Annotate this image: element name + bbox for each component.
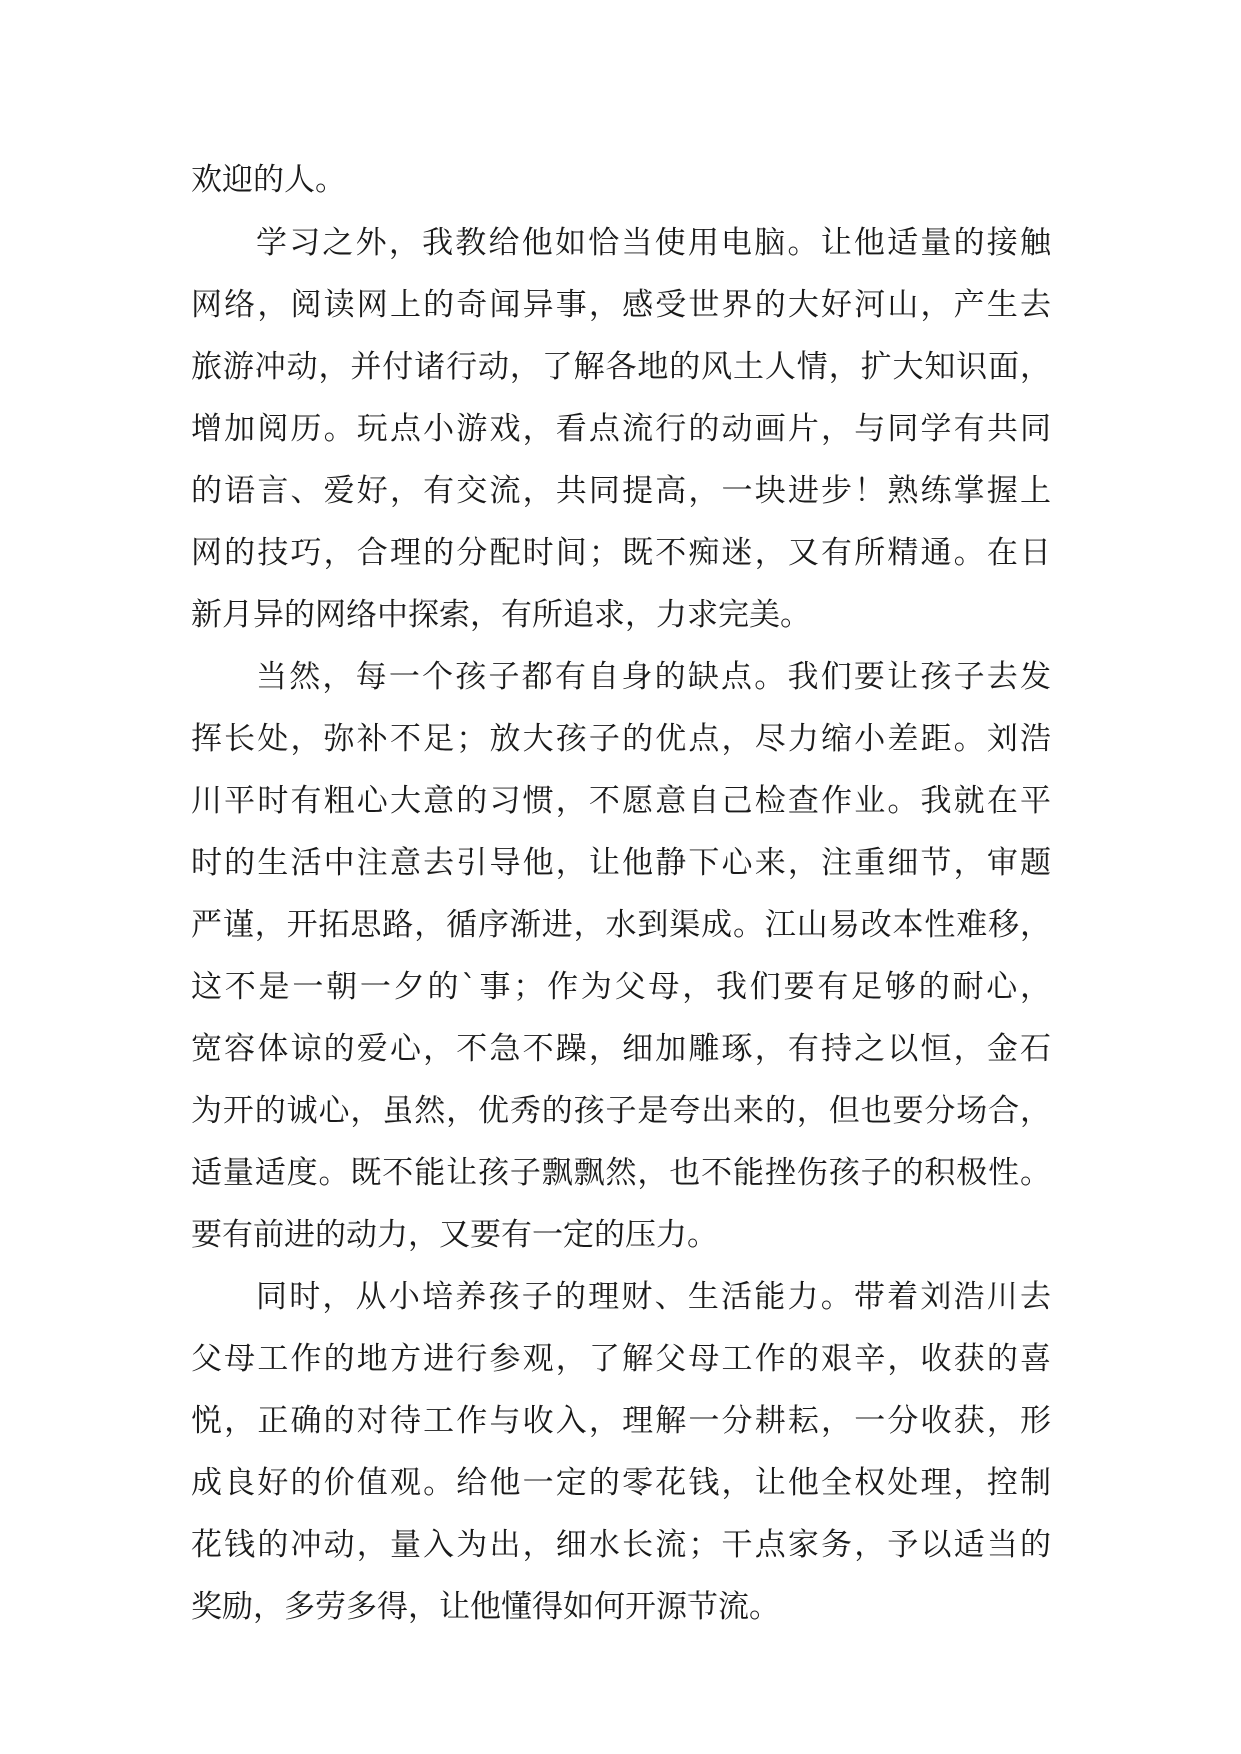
text-line: 新月异的网络中探索，有所追求，力求完美。 [191,597,811,633]
text-line: 严谨，开拓思路，循序渐进，水到渠成。江山易改本性难移， [191,907,1051,943]
text-line: 欢迎的人。 [191,162,346,198]
text-line: 的语言、爱好，有交流，共同提高，一块进步！熟练掌握上 [191,473,1051,509]
text-line: 挥长处，弥补不足；放大孩子的优点，尽力缩小差距。刘浩 [191,721,1051,757]
text-line: 这不是一朝一夕的`事；作为父母，我们要有足够的耐心， [191,969,1051,1005]
text-line: 网的技巧，合理的分配时间；既不痴迷，又有所精通。在日 [191,535,1051,571]
text-line: 川平时有粗心大意的习惯，不愿意自己检查作业。我就在平 [191,783,1051,819]
text-line: 要有前进的动力，又要有一定的压力。 [191,1217,718,1253]
paragraph-first-line: 学习之外，我教给他如恰当使用电脑。让他适量的接触 [256,225,1051,261]
text-line: 增加阅历。玩点小游戏，看点流行的动画片，与同学有共同 [191,411,1051,447]
text-line: 悦，正确的对待工作与收入，理解一分耕耘，一分收获，形 [191,1403,1051,1439]
text-line: 花钱的冲动，量入为出，细水长流；干点家务，予以适当的 [191,1527,1051,1563]
text-line: 网络，阅读网上的奇闻异事，感受世界的大好河山，产生去 [191,287,1051,323]
text-line: 奖励，多劳多得，让他懂得如何开源节流。 [191,1589,780,1625]
paragraph-first-line: 同时，从小培养孩子的理财、生活能力。带着刘浩川去 [256,1279,1051,1315]
text-line: 宽容体谅的爱心，不急不躁，细加雕琢，有持之以恒，金石 [191,1031,1051,1067]
text-line: 旅游冲动，并付诸行动，了解各地的风土人情，扩大知识面， [191,349,1051,385]
text-line: 父母工作的地方进行参观，了解父母工作的艰辛，收获的喜 [191,1341,1051,1377]
paragraph-first-line: 当然，每一个孩子都有自身的缺点。我们要让孩子去发 [256,659,1051,695]
text-line: 为开的诚心，虽然，优秀的孩子是夸出来的，但也要分场合， [191,1093,1051,1129]
text-line: 成良好的价值观。给他一定的零花钱，让他全权处理，控制 [191,1465,1051,1501]
text-line: 适量适度。既不能让孩子飘飘然，也不能挫伤孩子的积极性。 [191,1155,1051,1191]
text-line: 时的生活中注意去引导他，让他静下心来，注重细节，审题 [191,845,1051,881]
